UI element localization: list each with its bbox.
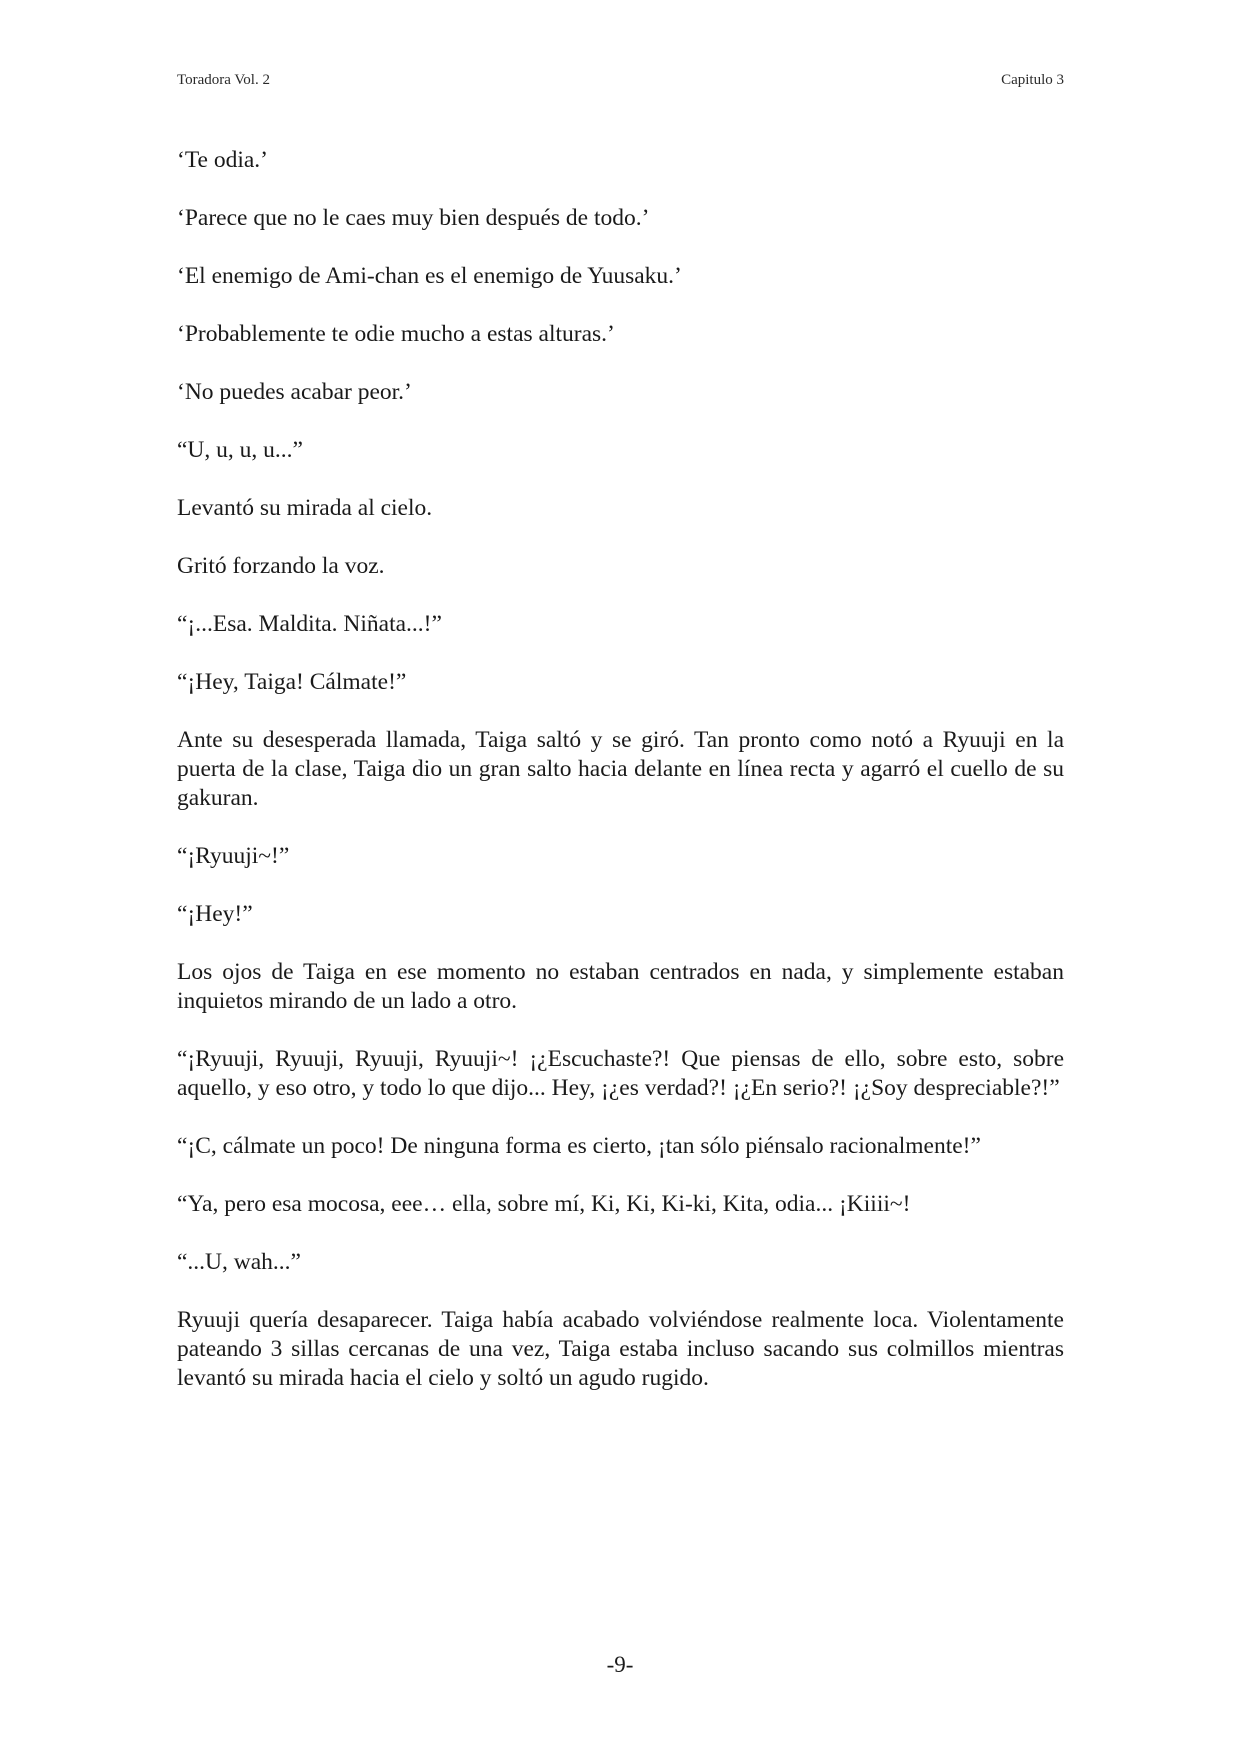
paragraph: Ante su desesperada llamada, Taiga saltó y se giró. Tan pronto como notó a Ryuuji en la puerta de la clase, Taiga dio un gran salto hacia delante en línea recta y agarró el cuello de su gakuran. [177,727,1064,811]
paragraph: “...U, wah...” [177,1249,301,1275]
paragraph: Gritó forzando la voz. [177,553,385,579]
paragraph: “U, u, u, u...” [177,437,303,463]
chapter-label: Capitulo 3 [1001,72,1064,88]
body-text [177,146,1064,1422]
book-title: Toradora Vol. 2 [177,72,270,88]
page-number: -9- [606,1652,634,1677]
paragraph: “¡C, cálmate un poco! De ninguna forma es cierto, ¡tan sólo piénsalo racionalmente!” [177,1133,981,1159]
paragraph: “Ya, pero esa mocosa, eee… ella, sobre mí, Ki, Ki, Ki-ki, Kita, odia... ¡Kiiii~! [177,1191,911,1217]
paragraph: Los ojos de Taiga en ese momento no estaban centrados en nada, y simplemente estaban inquietos mirando de un lado a otro. [177,959,1064,1014]
paragraph: “¡Ryuuji~!” [177,843,290,869]
paragraph: “¡...Esa. Maldita. Niñata...!” [177,611,442,637]
running-header [177,72,1064,94]
paragraph: “¡Ryuuji, Ryuuji, Ryuuji, Ryuuji~! ¡¿Escuchaste?! Que piensas de ello, sobre esto, sobre aquello, y eso otro, y todo lo que dijo... Hey, ¡¿es verdad?! ¡¿En serio?! ¡¿Soy despreciable?!” [177,1046,1064,1101]
paragraph: ‘No puedes acabar peor.’ [177,379,412,405]
paragraph: ‘El enemigo de Ami-chan es el enemigo de Yuusaku.’ [177,263,682,289]
paragraph: ‘Probablemente te odie mucho a estas alturas.’ [177,321,615,347]
paragraph: ‘Parece que no le caes muy bien después de todo.’ [177,205,650,231]
paragraph: “¡Hey!” [177,901,253,927]
paragraph: Ryuuji quería desaparecer. Taiga había acabado volviéndose realmente loca. Violentamente pateando 3 sillas cercanas de una vez, Taiga estaba incluso sacando sus colmillos mientras levantó su mirada hacia el cielo y soltó un agudo rugido. [177,1307,1064,1391]
paragraph: ‘Te odia.’ [177,147,269,173]
paragraph: Levantó su mirada al cielo. [177,495,433,521]
paragraph: “¡Hey, Taiga! Cálmate!” [177,669,407,695]
